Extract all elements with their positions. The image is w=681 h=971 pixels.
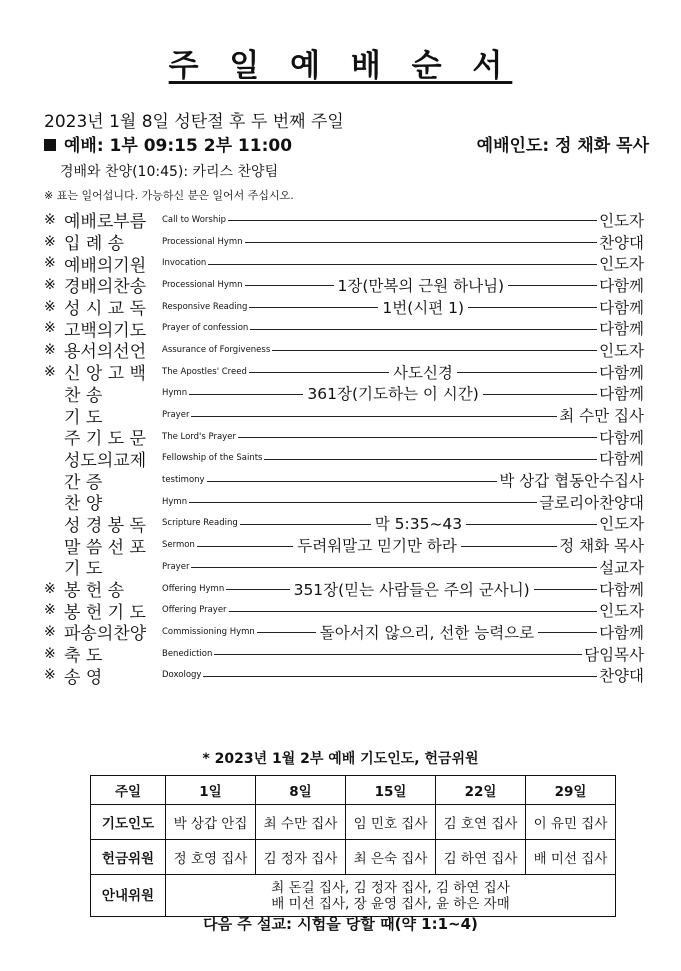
schedule-title: * 2023년 1월 2부 예배 기도인도, 헌금위원 [202,751,479,767]
item-title-en: The Apostles' Creed [162,366,247,377]
item-leader: 최 수만 집사 [559,407,644,426]
leader-line [483,394,597,395]
item-title-en: Scripture Reading [162,518,238,529]
item-title-ko: 말 씀 선 포 [64,537,146,558]
standing-mark: ※ [44,320,56,337]
leader-line [461,546,557,547]
item-title-ko: 봉 헌 기 도 [64,602,146,623]
order-item [44,643,644,665]
item-leader: 글로리아찬양대 [539,493,644,512]
item-leader: 찬양대 [599,667,644,686]
item-title-ko: 축 도 [64,646,103,667]
table-cell: 김 하연 집사 [436,840,526,875]
item-leader: 다함께 [599,385,644,404]
standing-mark: ※ [44,363,56,380]
item-detail: 사도신경 [393,363,453,382]
standing-mark: ※ [44,341,56,358]
column-header: 22일 [436,776,526,805]
leader-line [245,285,334,286]
item-leader: 인도자 [599,602,644,621]
order-item [44,209,644,231]
item-title-ko: 예배로부름 [64,212,147,233]
usher-line: 배 미선 집사, 장 윤영 집사, 윤 하은 자매 [271,895,510,912]
row-label: 기도인도 [91,805,166,840]
item-leader: 인도자 [599,341,644,360]
standing-mark: ※ [44,276,56,293]
item-title-en: The Lord's Prayer [162,431,236,442]
leader-line [538,632,597,633]
item-title-ko: 신 앙 고 백 [64,364,146,385]
item-title-ko: 고백의기도 [64,320,147,341]
item-detail: 막 5:35~43 [374,515,463,534]
standing-mark: ※ [44,645,56,662]
item-leader: 박 상갑 협동안수집사 [499,472,644,491]
order-item [44,534,644,556]
leader-line [214,654,582,655]
schedule-table [90,775,616,917]
item-title-ko: 파송의찬양 [64,624,147,645]
order-item [44,252,644,274]
item-detail: 351장(믿는 사람들은 주의 군사니) [293,580,530,599]
item-title-ko: 송 영 [64,667,103,688]
item-title-ko: 성 경 봉 독 [64,515,146,536]
leader-line [191,416,557,417]
order-item [44,296,644,318]
standing-mark: ※ [44,623,56,640]
column-header: 29일 [526,776,616,805]
leader-line [240,524,371,525]
standing-note: ※ 표는 일어섭니다. 가능하신 분은 일어서 주십시오. [44,189,294,202]
order-item [44,469,644,491]
order-item [44,599,644,621]
order-item [44,404,644,426]
date-line: 2023년 1월 8일 성탄절 후 두 번째 주일 [44,112,344,132]
leader-line [208,264,597,265]
leader-line [203,676,597,677]
item-detail: 돌아서지 않으리, 선한 능력으로 [319,623,535,642]
item-title-ko: 입 례 송 [64,234,125,255]
item-title-en: testimony [162,475,205,486]
leader-line [250,329,597,330]
leader-line [257,632,316,633]
item-title-en: Commissioning Hymn [162,626,255,637]
item-title-en: Responsive Reading [162,301,248,312]
item-title-ko: 찬 송 [64,385,103,406]
item-title-ko: 기 도 [64,407,103,428]
table-cell: 정 호영 집사 [166,840,256,875]
order-of-worship [44,209,644,686]
table-cell: 배 미선 집사 [526,840,616,875]
standing-mark: ※ [44,667,56,684]
order-item [44,426,644,448]
item-leader: 인도자 [599,255,644,274]
item-title-en: Assurance of Forgiveness [162,344,271,355]
order-item [44,383,644,405]
item-leader: 담임목사 [584,645,644,664]
item-title-en: Prayer [162,410,190,421]
item-title-en: Offering Hymn [162,583,225,594]
choir-line: 경배와 찬양(10:45): 카리스 찬양팀 [60,164,279,180]
table-row-offering [91,840,616,875]
item-leader: 다함께 [599,363,645,382]
leader-line [249,372,389,373]
item-detail: 1번(시편 1) [382,298,465,317]
table-row-usher [91,875,616,917]
leader-line [238,437,597,438]
item-title-en: Sermon [162,540,195,551]
order-item [44,556,644,578]
leader-line [466,524,597,525]
table-cell: 김 호연 집사 [436,805,526,840]
row-label: 안내위원 [91,875,166,917]
column-header: 15일 [346,776,436,805]
order-item [44,274,644,296]
order-item [44,339,644,361]
standing-mark: ※ [44,580,56,597]
item-title-en: Invocation [162,258,207,269]
leader-line [207,481,498,482]
next-sermon: 다음 주 설교: 시험을 당할 때(약 1:1~4) [203,915,478,933]
item-title-ko: 주 기 도 문 [64,429,146,450]
table-header-row [91,776,616,805]
table-cell: 최 은숙 집사 [346,840,436,875]
item-title-en: Doxology [162,670,202,681]
order-item [44,513,644,535]
leader-line [534,589,597,590]
item-leader: 다함께 [599,298,645,317]
table-row-prayer [91,805,616,840]
usher-cell [166,875,616,917]
order-item [44,361,644,383]
standing-mark: ※ [44,602,56,619]
item-title-en: Call to Worship [162,214,226,225]
square-bullet-icon [44,139,56,151]
item-detail: 두려워말고 믿기만 하라 [297,537,457,556]
table-cell: 박 상갑 안집 [166,805,256,840]
order-item [44,621,644,643]
leader-line [249,307,378,308]
item-leader: 인도자 [599,211,644,230]
order-item [44,317,644,339]
table-cell: 이 유민 집사 [526,805,616,840]
leader-line [272,350,597,351]
standing-mark: ※ [44,233,56,250]
item-leader: 다함께 [599,450,644,469]
item-leader: 다함께 [599,276,644,295]
column-header: 8일 [256,776,346,805]
page-title: 주 일 예 배 순 서 [168,48,513,84]
worship-leader: 예배인도: 정 채화 목사 [476,136,649,156]
item-title-ko: 경배의찬송 [64,277,147,298]
item-title-en: Hymn [162,496,188,507]
item-title-en: Processional Hymn [162,279,243,290]
item-title-en: Offering Prayer [162,605,227,616]
item-title-en: Fellowship of the Saints [162,453,263,464]
leader-line [245,242,598,243]
column-header: 1일 [166,776,256,805]
standing-mark: ※ [44,298,56,315]
item-title-ko: 예배의기원 [64,255,147,276]
leader-line [189,502,537,503]
leader-line [468,307,597,308]
item-title-ko: 찬 양 [64,494,103,515]
item-leader: 정 채화 목사 [559,537,645,556]
standing-mark: ※ [44,211,56,228]
usher-line: 최 돈길 집사, 김 정자 집사, 김 하연 집사 [271,879,510,896]
item-detail: 1장(만복의 근원 하나님) [337,276,505,295]
table-cell: 김 정자 집사 [256,840,346,875]
table-cell: 최 수만 집사 [256,805,346,840]
service-times-text: 예배: 1부 09:15 2부 11:00 [64,136,293,156]
item-title-ko: 성도의교제 [64,450,147,471]
column-header: 주일 [91,776,166,805]
order-item [44,231,644,253]
item-leader: 인도자 [599,515,645,534]
leader-line [457,372,597,373]
item-title-en: Prayer of confession [162,323,249,334]
leader-line [228,220,597,221]
table-cell: 임 민호 집사 [346,805,436,840]
order-item [44,664,644,686]
order-item [44,448,644,470]
item-title-en: Benediction [162,648,213,659]
order-item [44,578,644,600]
item-leader: 설교자 [599,558,644,577]
leader-line [191,567,597,568]
item-title-en: Processional Hymn [162,236,243,247]
item-title-ko: 기 도 [64,559,103,580]
item-title-ko: 간 증 [64,472,103,493]
leader-line [189,394,303,395]
leader-line [197,546,293,547]
order-item [44,491,644,513]
item-leader: 다함께 [599,580,644,599]
leader-line [508,285,597,286]
row-label: 헌금위원 [91,840,166,875]
service-times [44,131,292,156]
item-title-ko: 성 시 교 독 [64,299,146,320]
item-leader: 찬양대 [599,233,644,252]
item-title-ko: 봉 헌 송 [64,581,125,602]
leader-line [226,589,289,590]
item-title-ko: 용서의선언 [64,342,147,363]
item-detail: 361장(기도하는 이 시간) [307,385,479,404]
item-title-en: Prayer [162,561,190,572]
leader-line [229,611,598,612]
item-leader: 다함께 [599,623,644,642]
item-leader: 다함께 [599,320,644,339]
item-title-en: Hymn [162,388,188,399]
item-leader: 다함께 [599,428,644,447]
standing-mark: ※ [44,255,56,272]
leader-line [264,459,597,460]
